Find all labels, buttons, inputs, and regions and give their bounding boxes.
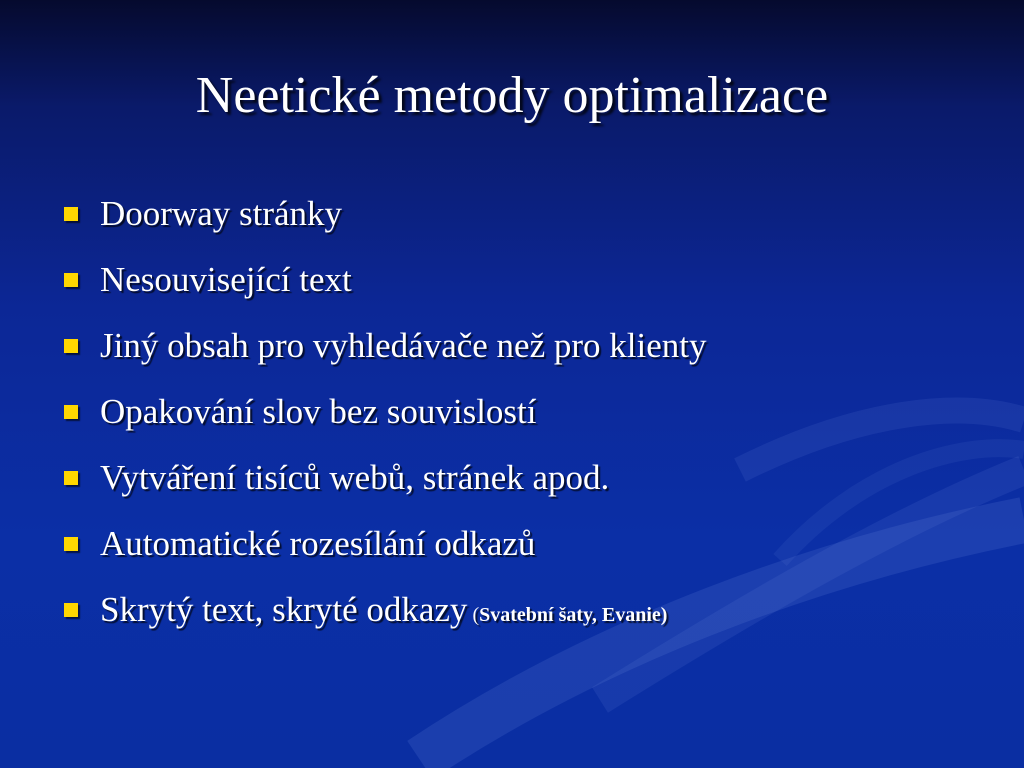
slide-title: Neetické metody optimalizace: [195, 67, 829, 124]
square-bullet-icon: [64, 339, 78, 353]
bullet-text: Opakování slov bez souvislostí: [100, 392, 537, 431]
square-bullet-icon: [64, 405, 78, 419]
square-bullet-icon: [64, 471, 78, 485]
bullet-text-with-note: [100, 588, 667, 637]
bullet-text-main: Skrytý text, skryté odkazy: [100, 590, 468, 629]
square-bullet-icon: [64, 273, 78, 287]
square-bullet-icon: [64, 603, 78, 617]
bullet-text: Automatické rozesílání odkazů: [100, 524, 536, 563]
bullet-note: [467, 604, 667, 626]
bullet-note-open: (: [467, 604, 480, 626]
bullet-note-bold: Svatební šaty, Evanie): [479, 604, 668, 626]
bullet-text: Doorway stránky: [100, 194, 343, 233]
bullet-text: Jiný obsah pro vyhledávače než pro klienty: [100, 326, 707, 365]
bullet-text: Vytváření tisíců webů, stránek apod.: [100, 458, 610, 497]
bullet-text: Nesouvisející text: [100, 260, 352, 299]
square-bullet-icon: [64, 207, 78, 221]
square-bullet-icon: [64, 537, 78, 551]
